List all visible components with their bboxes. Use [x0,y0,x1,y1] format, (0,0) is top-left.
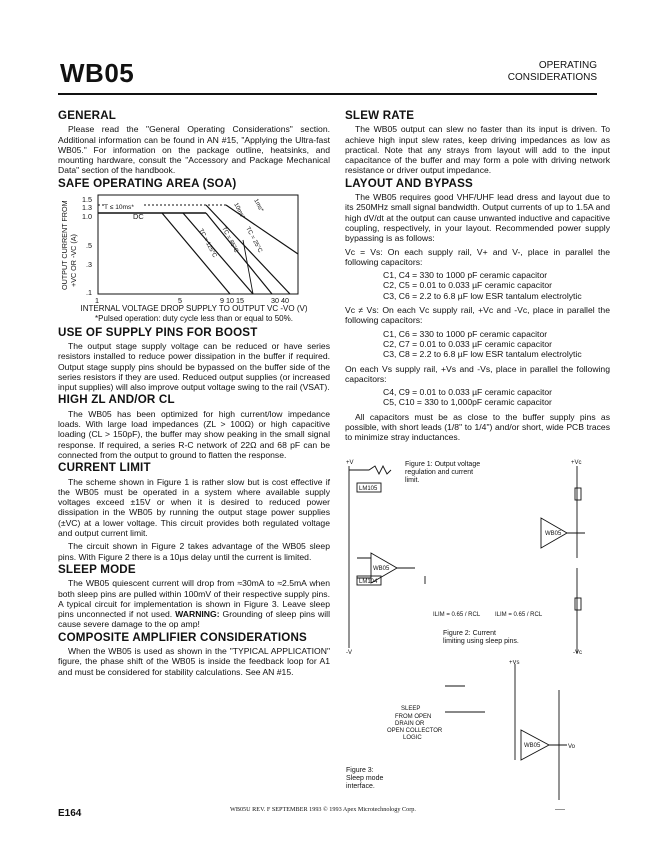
layout-vc-equal: Vc = Vs: On each supply rail, V+ and V-, place in parallel the following capacitors: [345,246,610,267]
fig2-ilim: ILIM = 0.65 / RCL [495,612,543,618]
composite-heading: COMPOSITE AMPLIFIER CONSIDERATIONS [58,630,307,644]
soa-ylabel-2: +VC OR -VC (A) [69,234,78,288]
ytick-1.5: 1.5 [82,195,92,205]
soa-legend-pulse: T ≤ 10ms* [104,204,134,212]
ytick-1.3: 1.3 [82,203,92,213]
fig3-vs-plus: +Vs [509,660,520,666]
soa-ylabel-1: OUTPUT CURRENT FROM [60,200,69,291]
fig3-svg [345,660,610,810]
fig2-wb05-label: WB05 [545,531,562,537]
fig2-caption-1: Figure 2: Current [443,630,496,637]
boost-heading: USE OF SUPPLY PINS FOR BOOST [58,325,258,339]
soa-label-tc25: TC = 25°C [244,226,263,254]
layout-vs-text: On each Vs supply rail, +Vs and -Vs, place in parallel the following capacitors: [345,363,610,384]
soa-label-tc85: TC = 85°C [220,226,239,254]
sleep-warning-text: Grounding of sleep pins will cause severe damage to the op amp! [58,609,330,630]
header-section-label [508,60,597,84]
soa-heading: SAFE OPERATING AREA (SOA) [58,176,237,190]
climit-heading: CURRENT LIMIT [58,461,151,475]
fig3-caption-2: Sleep mode [346,775,384,782]
fig1-inputs [357,558,371,578]
eq-caps-list [345,270,610,301]
general-text: Please read the "General Operating Considerations" section. Additional information can be found in AN #15, "Applying the Ultra-fast WB05." For information on the package outline, heatsinks, and mounting hardware, consult the "Accessory and Package Mechanical Data" section of the handbook. [58,124,330,176]
fig1-ilim: ILIM = 0.65 / RCL [433,612,481,618]
right-column [345,108,610,446]
header-line-1: OPERATING [538,60,597,71]
composite-text: When the WB05 is used as shown in the "TYPICAL APPLICATION" figure, the phase shift of the WB05 is inside the feedback loop for A1 and must be considered for stability calculations. See AN #15. [58,645,330,677]
fig2-rcl-top [575,488,581,500]
vs-caps-list [345,387,610,408]
soa-label-10ms: 10ms* [232,202,246,221]
vs-cap-1: C4, C9 = 0.01 to 0.033 µF ceramic capacitor [383,387,553,398]
fig2-rcl-bottom [575,598,581,610]
soa-label-1ms: 1ms* [252,198,264,214]
xtick-5: 5 [178,296,182,305]
sleep-text [58,578,330,629]
slew-text: The WB05 output can slew no faster than its input is driven. To achieve high input slew rates, keep driving impedances as low as practical. Note that any strays from layout will add to the input capacitance of the buffer and may form a pole with driving network resistance or driver output impedance. [345,124,610,176]
climit-text-1: The scheme shown in Figure 1 is rather slow but is cost effective if the WB05 must be operated in a system where available supply voltages exceed ±15V or when it is desired to reduced power dissipation in the WB05 by running the output stage power supplies (±VC) at a lower voltage. This circuit provides both regulated voltage and output current limit. [58,476,330,539]
soa-xlabel: INTERNAL VOLTAGE DROP SUPPLY TO OUTPUT VC -VO (V) [80,304,308,314]
soa-chart [58,192,330,304]
general-heading: GENERAL [58,109,117,122]
fig1-caption-3: limit. [405,477,420,484]
ne-caps-list [345,329,610,360]
fig1-rcl-top [349,466,391,474]
fig3-wb05-label: WB05 [524,743,541,749]
ytick-.1: .1 [86,288,92,298]
ytick-1.0: 1.0 [82,212,92,222]
sleep-warning-label: WARNING: [175,609,220,620]
fig3-sleep-lines [445,686,485,712]
soa-tc85-curve [183,213,253,294]
soa-chart-svg [58,192,330,304]
fig12-svg [345,458,610,658]
fig1-caption-2: regulation and current [405,469,474,476]
eq-cap-3: C3, C6 = 2.2 to 6.8 µF low ESR tantalum electrolytic [383,290,582,301]
fig3-caption-1: Figure 3: [346,767,374,774]
fig3-drain: DRAIN OR [395,721,425,727]
fig3-open-collector: OPEN COLLECTOR [387,728,443,734]
sleep-text-1: The WB05 quiescent current will drop from ≈30mA to ≈2.5mA when both sleep pins are pulled within 100mV of their respective supply pins. A typical circuit for implementation is shown in Figure 3. Leave sleep pins unconnected if not used. [58,578,330,620]
soa-label-dc: DC [133,212,144,222]
layout-text: The WB05 requires good VHF/UHF lead dress and layout due to its 250MHz small signal bandwidth. Output currents of up to 1.5A and high dV/dt at the output can cause unwanted inductive and capacitive coupling, respectively, in your layout. Recommended power supply bypassing is as follows: [345,192,610,244]
xtick-9-10-15: 9 10 15 [220,296,244,305]
fig2-vc: +Vc [571,460,582,466]
figure-1-2 [345,458,610,658]
layout-vc-notequal: Vc ≠ Vs: On each Vc supply rail, +Vc and -Vc, place in parallel the following capacitors: [345,305,610,326]
fig3-sleep-label: SLEEP [401,706,421,712]
fig1-lm104-label: LM104 [359,579,378,585]
highz-heading: HIGH ZL AND/OR CL [58,393,175,407]
fig3-caption-3: interface. [346,783,375,790]
fig2-caption-2: limiting using sleep pins. [443,638,519,645]
eq-cap-1: C1, C4 = 330 to 1000 pF ceramic capacitor [383,270,548,281]
ytick-.3: .3 [86,260,92,270]
fig1-lm105-label: LM105 [359,486,378,492]
vs-cap-2: C5, C10 = 330 to 1,000pF ceramic capacitor [383,397,552,408]
fig1-vminus: -V [346,650,352,656]
header-line-2: CONSIDERATIONS [507,72,597,83]
fig3-from-open: FROM OPEN [395,714,432,720]
climit-text-2: The circuit shown in Figure 2 takes advantage of the WB05 sleep pins. With Figure 2 there is a 10µs delay until the current is limited. [58,541,330,562]
boost-text: The output stage supply voltage can be reduced or have series resistors installed to reduce power dissipation in the buffer if required. Output stage supply pins should be bypassed on the buffer side of the series resistors if they are used. Reduced output supplies (or increased input supplies) will also improve output voltage swing to the rail (VSAT). [58,340,330,393]
fig3-vo: Vo [568,744,576,750]
ne-cap-3: C3, C8 = 2.2 to 6.8 µF low ESR tantalum electrolytic [383,349,582,360]
footer-page-id: E164 [58,808,82,819]
footer-revision: WB05U REV. F SEPTEMBER 1993 © 1993 Apex Microtechnology Corp. [230,806,416,813]
ytick-.5: .5 [86,241,92,251]
eq-cap-2: C2, C5 = 0.01 to 0.033 µF ceramic capacitor [383,280,553,291]
xtick-1: 1 [95,296,99,305]
highz-text: The WB05 has been optimized for high current/low impedance loads. With large load impedances (ZL > 100Ω) or high capacitive loading (CL > 150pF), the buffer may show peaking in the small signal response. If required, a series R-C network of 22Ω and 68 pF can be connected from the output to ground to flatten the response. [58,408,330,460]
soa-note: *Pulsed operation: duty cycle less than or equal to 50%. [95,314,293,324]
left-column [58,108,330,680]
layout-heading: LAYOUT AND BYPASS [345,176,473,190]
soa-label-tc125: TC = 125°C [197,228,218,259]
soa-dc-tail [243,240,253,294]
sleep-heading: SLEEP MODE [58,562,136,576]
ne-cap-2: C2, C7 = 0.01 to 0.033 µF ceramic capacitor [383,338,553,349]
page-title: WB05 [60,58,135,88]
ne-cap-1: C1, C6 = 330 to 1000 pF ceramic capacitor [383,328,548,339]
fig3-logic: LOGIC [403,735,422,741]
slew-heading: SLEW RATE [345,109,415,122]
figure-3 [345,660,610,810]
fig2-vc-minus: -Vc [573,650,582,656]
soa-tc125-curve [162,213,230,294]
layout-closing: All capacitors must be as close to the buffer supply pins as possible, with short leads (1/8" to 1/4") and/or short, wide PCB traces to minimize stray inductances. [345,411,610,443]
header-rule [58,93,597,95]
fig1-vplus: +V [346,460,354,466]
fig1-caption-1: Figure 1: Output voltage [405,461,481,468]
fig1-wb05-label: WB05 [373,566,390,572]
xtick-30-40: 30 40 [271,296,289,305]
